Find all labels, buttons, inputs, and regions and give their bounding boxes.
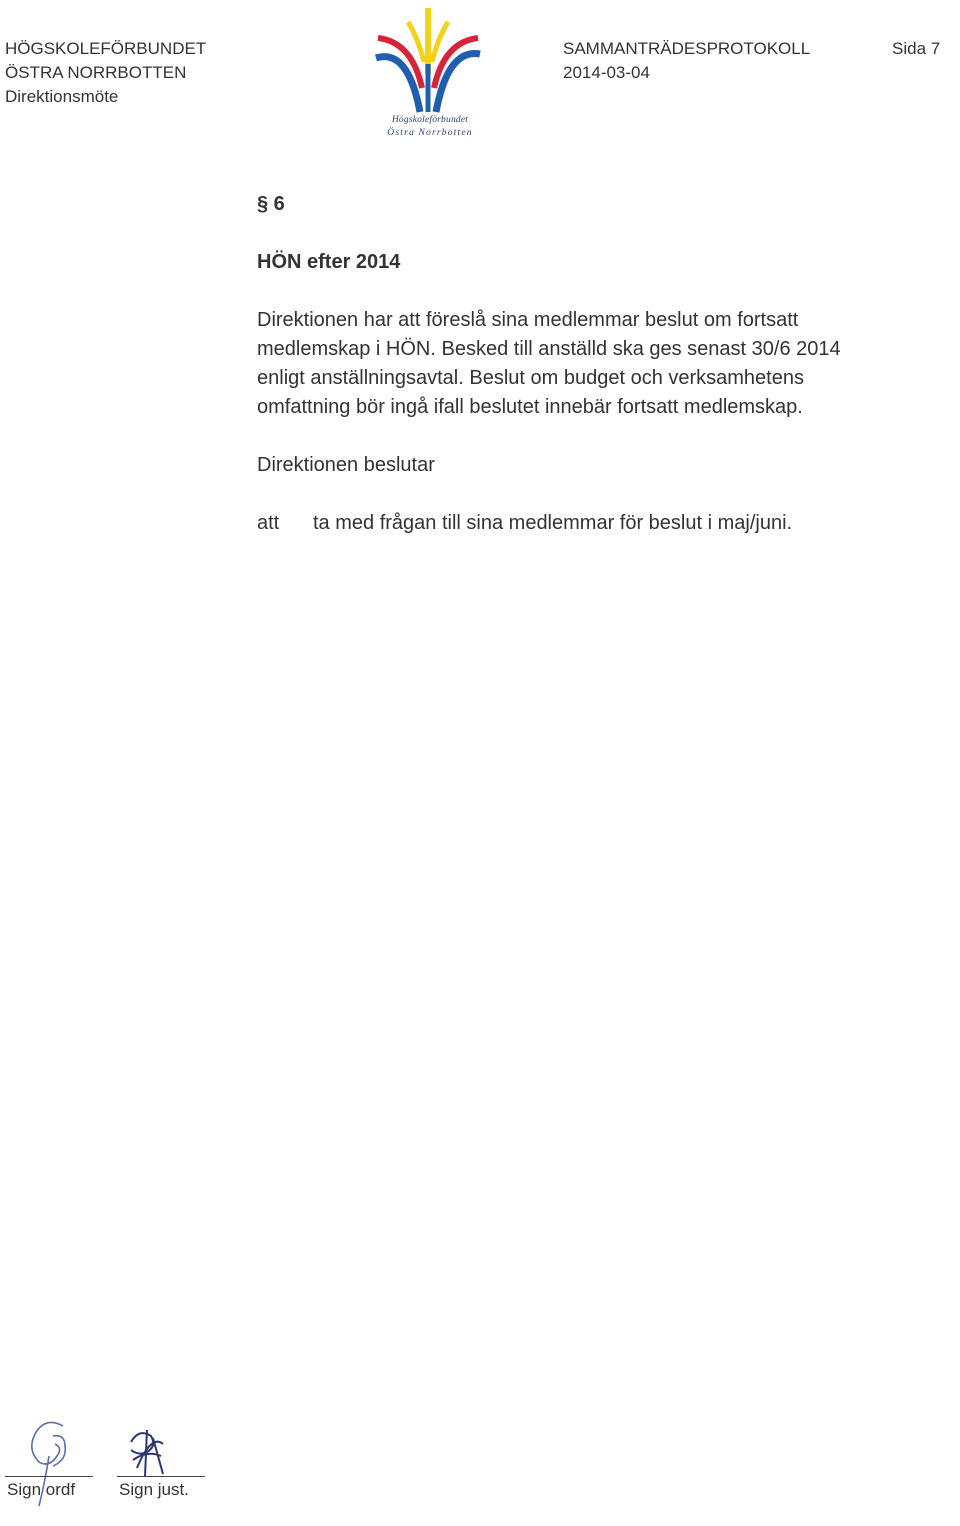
- header-doc: [563, 37, 810, 85]
- signature-line: [117, 1476, 205, 1477]
- signature-label-adjuster: Sign just.: [119, 1480, 189, 1499]
- organization-logo: [372, 4, 488, 144]
- section-number: § 6: [257, 193, 285, 215]
- logo-icon: [372, 4, 488, 114]
- org-region: ÖSTRA NORRBOTTEN: [5, 63, 187, 82]
- logo-text-line2: Östra Norrbotten: [387, 128, 473, 138]
- handwritten-initials-icon: [117, 1416, 205, 1516]
- document-date: 2014-03-04: [563, 63, 650, 82]
- decision-text: ta med frågan till sina medlemmar för beslut i maj/juni.: [313, 512, 793, 534]
- handwritten-signature-icon: [5, 1416, 93, 1516]
- decision-item: [257, 509, 857, 538]
- signature-area: [5, 1416, 215, 1516]
- decision-intro: Direktionen beslutar: [257, 454, 435, 476]
- signature-adjuster: [117, 1416, 205, 1516]
- logo-text-line1: Högskoleförbundet: [391, 115, 469, 125]
- document-type: SAMMANTRÄDESPROTOKOLL: [563, 39, 811, 58]
- minutes-section: [257, 190, 857, 538]
- section-title: HÖN efter 2014: [257, 251, 401, 273]
- header-org: [5, 37, 206, 109]
- signature-line: [5, 1476, 93, 1477]
- signature-chair: [5, 1416, 93, 1516]
- meeting-type: Direktionsmöte: [5, 87, 119, 106]
- page-number: Sida 7: [892, 39, 941, 58]
- signature-label-chair: Sign ordf: [7, 1480, 76, 1499]
- org-name: HÖGSKOLEFÖRBUNDET: [5, 39, 207, 58]
- att-label: att: [257, 512, 280, 534]
- section-body: Direktionen har att föreslå sina medlemmar beslut om fortsatt medlemskap i HÖN. Besked till anställd ska ges senast 30/6 2014 enligt anställningsavtal. Beslut om budget och verksamhetens omfattning bör ingå ifall beslutet innebär fortsatt medlemskap.: [257, 309, 841, 418]
